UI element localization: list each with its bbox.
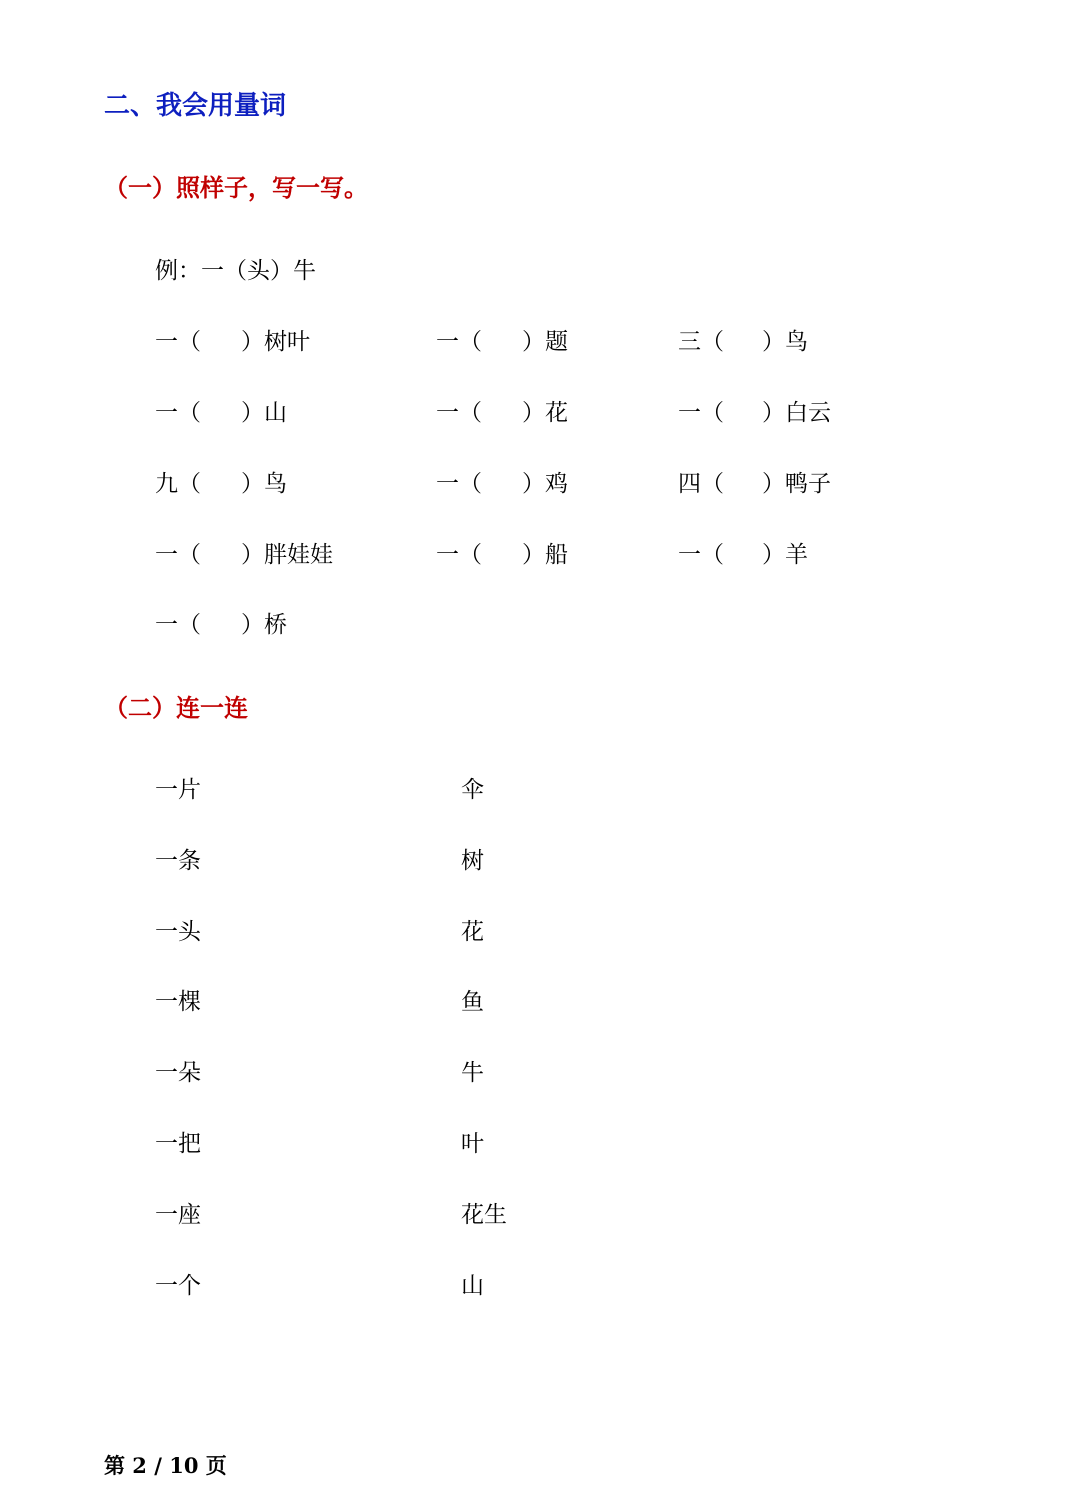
fill-item-prefix: 三（: [678, 329, 724, 355]
fill-item-prefix: 一（: [436, 400, 482, 426]
fill-item: [155, 538, 333, 572]
match-left-item[interactable]: 一棵: [155, 989, 201, 1015]
fill-item-prefix: 四（: [678, 471, 724, 497]
fill-item: [678, 538, 808, 572]
match-left-item[interactable]: 一朵: [155, 1060, 201, 1086]
fill-item-suffix: ）鸟: [762, 329, 808, 355]
match-right-item[interactable]: 牛: [461, 1060, 484, 1086]
fill-item: [155, 608, 287, 642]
example-line: 例：一（头）牛: [155, 258, 316, 284]
fill-item-prefix: 一（: [155, 400, 201, 426]
part2-title: （二）连一连: [104, 694, 248, 722]
fill-item-prefix: 一（: [436, 329, 482, 355]
fill-item: [155, 467, 287, 501]
match-left-item[interactable]: 一座: [155, 1202, 201, 1228]
fill-item-suffix: ）白云: [762, 400, 831, 426]
fill-item-prefix: 一（: [155, 612, 201, 638]
part1-title: （一）照样子，写一写。: [104, 174, 368, 202]
fill-item: [678, 396, 831, 430]
match-right-item[interactable]: 鱼: [461, 989, 484, 1015]
fill-item: [678, 325, 808, 359]
match-left-item[interactable]: 一片: [155, 777, 201, 803]
fill-item: [436, 325, 568, 359]
fill-item-suffix: ）羊: [762, 542, 808, 568]
fill-item: [155, 396, 287, 430]
fill-item: [436, 396, 568, 430]
fill-item-suffix: ）鸟: [241, 471, 287, 497]
fill-item-prefix: 一（: [155, 542, 201, 568]
match-right-item[interactable]: 伞: [461, 777, 484, 803]
fill-item-suffix: ）桥: [241, 612, 287, 638]
fill-item-prefix: 一（: [155, 329, 201, 355]
fill-item-suffix: ）鸡: [522, 471, 568, 497]
page-footer: 第 2 / 10 页: [104, 1453, 227, 1478]
match-left-item[interactable]: 一把: [155, 1131, 201, 1157]
fill-item-suffix: ）山: [241, 400, 287, 426]
fill-item-suffix: ）花: [522, 400, 568, 426]
fill-item-suffix: ）船: [522, 542, 568, 568]
match-right-item[interactable]: 花生: [461, 1202, 507, 1228]
fill-item-suffix: ）鸭子: [762, 471, 831, 497]
match-right-item[interactable]: 山: [461, 1273, 484, 1299]
fill-item-prefix: 一（: [678, 542, 724, 568]
match-right-item[interactable]: 叶: [461, 1131, 484, 1157]
match-right-item[interactable]: 花: [461, 919, 484, 945]
fill-item-suffix: ）题: [522, 329, 568, 355]
fill-item-prefix: 九（: [155, 471, 201, 497]
section-title: 二、我会用量词: [104, 91, 287, 121]
fill-item-prefix: 一（: [436, 471, 482, 497]
match-left-item[interactable]: 一条: [155, 848, 201, 874]
fill-item-prefix: 一（: [678, 400, 724, 426]
match-left-item[interactable]: 一头: [155, 919, 201, 945]
fill-item-suffix: ）胖娃娃: [241, 542, 333, 568]
fill-item-suffix: ）树叶: [241, 329, 310, 355]
fill-item: [155, 325, 310, 359]
match-left-item[interactable]: 一个: [155, 1273, 201, 1299]
fill-item: [436, 538, 568, 572]
fill-item-prefix: 一（: [436, 542, 482, 568]
fill-item: [436, 467, 568, 501]
match-right-item[interactable]: 树: [461, 848, 484, 874]
fill-item: [678, 467, 831, 501]
